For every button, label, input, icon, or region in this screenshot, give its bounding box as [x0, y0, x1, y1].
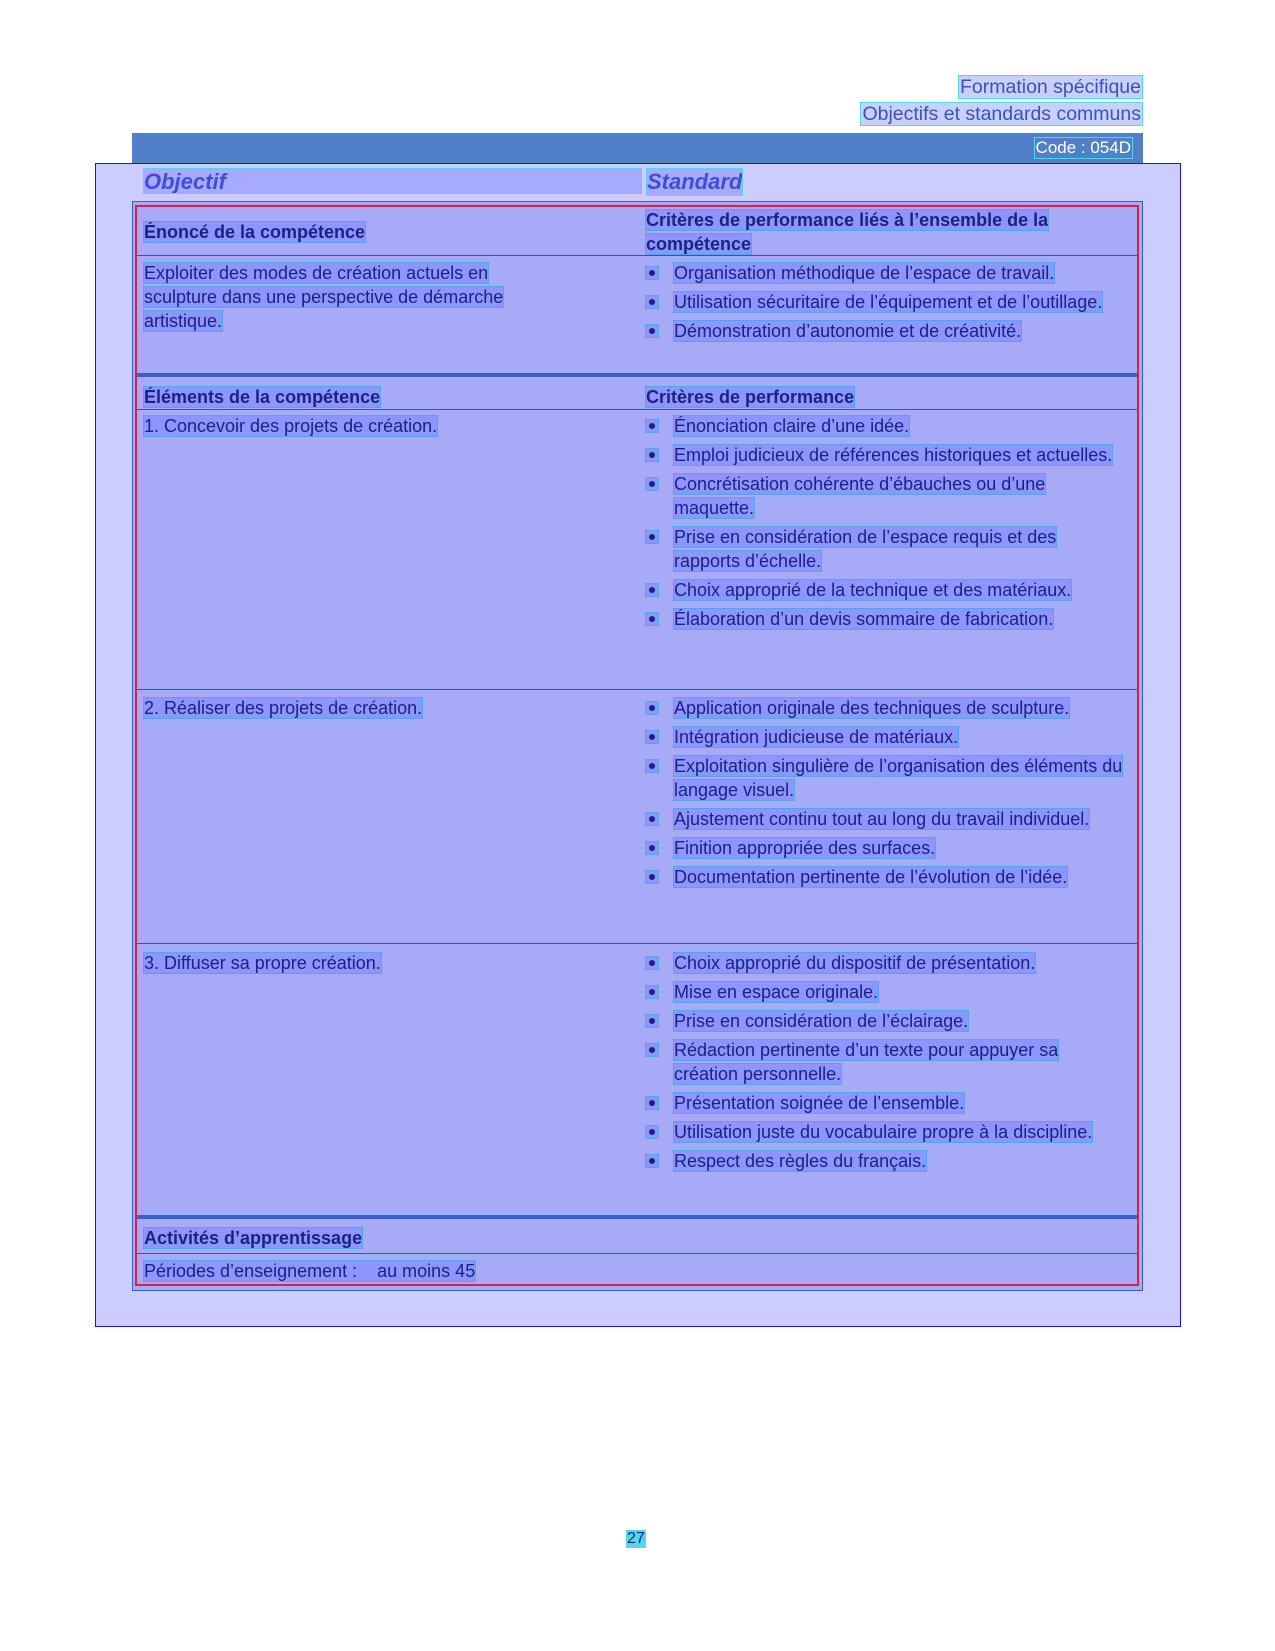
list-item: Démonstration d’autonomie et de créativité.	[646, 319, 1126, 343]
bullet-icon	[646, 325, 658, 337]
bullet-icon	[646, 813, 658, 825]
criteres-heading: Critères de performance	[646, 387, 855, 407]
list-item: Énonciation claire d’une idée.	[646, 414, 1126, 438]
bullet-icon	[646, 478, 658, 490]
enonce-heading: Énoncé de la compétence	[144, 222, 366, 242]
enonce-heading-row	[137, 208, 1138, 253]
bullet-icon	[646, 842, 658, 854]
list-item: Intégration judicieuse de matériaux.	[646, 725, 1126, 749]
divider	[137, 1253, 1138, 1254]
list-item: Utilisation juste du vocabulaire propre à la discipline.	[646, 1120, 1126, 1144]
bullet-icon	[646, 1126, 658, 1138]
enonce-content-row	[137, 261, 1138, 369]
divider	[137, 255, 1138, 256]
element-criteres-list	[646, 414, 1126, 631]
list-item: Exploitation singulière de l’organisation des éléments du langage visuel.	[646, 754, 1126, 802]
list-item: Organisation méthodique de l’espace de travail.	[646, 261, 1126, 285]
bullet-icon	[646, 267, 658, 279]
list-item: Application originale des techniques de sculpture.	[646, 696, 1126, 720]
element-label: 3. Diffuser sa propre création.	[144, 953, 381, 973]
list-item: Mise en espace originale.	[646, 980, 1126, 1004]
header-section-title: Objectifs et standards communs	[862, 103, 1141, 125]
enonce-text: Exploiter des modes de création actuels en sculpture dans une perspective de démarche artistique.	[144, 263, 504, 331]
list-item: Utilisation sécuritaire de l’équipement et de l’outillage.	[646, 290, 1126, 314]
element-label: 1. Concevoir des projets de création.	[144, 416, 438, 436]
bullet-icon	[646, 986, 658, 998]
list-item: Prise en considération de l’espace requis et des rapports d’échelle.	[646, 525, 1126, 573]
header-program-title: Formation spécifique	[959, 76, 1141, 98]
criteres-ensemble-heading: Critères de performance liés à l’ensemble de la compétence	[646, 210, 1049, 254]
list-item: Emploi judicieux de références historiques et actuelles.	[646, 443, 1126, 467]
elements-heading: Éléments de la compétence	[144, 387, 381, 407]
column-headings	[144, 169, 1130, 195]
bullet-icon	[646, 531, 658, 543]
page-number: 27	[627, 1530, 645, 1547]
bullet-icon	[646, 449, 658, 461]
document-header	[861, 74, 1142, 128]
list-item: Prise en considération de l’éclairage.	[646, 1009, 1126, 1033]
bullet-icon	[646, 760, 658, 772]
list-item: Choix approprié du dispositif de présentation.	[646, 951, 1126, 975]
element-label: 2. Réaliser des projets de création.	[144, 698, 423, 718]
activites-heading: Activités d’apprentissage	[144, 1228, 363, 1248]
list-item: Finition appropriée des surfaces.	[646, 836, 1126, 860]
course-code: Code : 054D	[1035, 138, 1131, 157]
activites-heading-row	[137, 1225, 1138, 1251]
divider	[137, 689, 1138, 690]
bullet-icon	[646, 613, 658, 625]
list-item: Documentation pertinente de l’évolution de l’idée.	[646, 865, 1126, 889]
element-criteres-list	[646, 696, 1126, 889]
divider	[137, 409, 1138, 410]
elements-heading-row	[137, 383, 1138, 409]
section-divider	[137, 373, 1138, 377]
list-item: Rédaction pertinente d’un texte pour appuyer sa création personnelle.	[646, 1038, 1126, 1086]
list-item: Respect des règles du français.	[646, 1149, 1126, 1173]
bullet-icon	[646, 1155, 658, 1167]
bullet-icon	[646, 296, 658, 308]
list-item: Présentation soignée de l’ensemble.	[646, 1091, 1126, 1115]
standard-heading: Standard	[647, 169, 743, 194]
bullet-icon	[646, 420, 658, 432]
divider	[137, 943, 1138, 944]
bullet-icon	[646, 1044, 658, 1056]
element-row-3	[137, 951, 1138, 1203]
objectif-heading: Objectif	[144, 169, 226, 194]
bullet-icon	[646, 1097, 658, 1109]
bullet-icon	[646, 1015, 658, 1027]
bullet-icon	[646, 957, 658, 969]
criteres-ensemble-list	[646, 261, 1126, 343]
list-item: Ajustement continu tout au long du travail individuel.	[646, 807, 1126, 831]
code-bar	[132, 133, 1143, 163]
element-row-2	[137, 696, 1138, 936]
bullet-icon	[646, 702, 658, 714]
bullet-icon	[646, 871, 658, 883]
bullet-icon	[646, 584, 658, 596]
element-row-1	[137, 414, 1138, 681]
element-criteres-list	[646, 951, 1126, 1173]
list-item: Concrétisation cohérente d’ébauches ou d’une maquette.	[646, 472, 1126, 520]
list-item: Choix approprié de la technique et des matériaux.	[646, 578, 1126, 602]
periodes-row	[137, 1259, 1138, 1283]
bullet-icon	[646, 731, 658, 743]
section-divider	[137, 1215, 1138, 1219]
periodes-text: Périodes d’enseignement : au moins 45	[144, 1261, 476, 1281]
list-item: Élaboration d’un devis sommaire de fabrication.	[646, 607, 1126, 631]
